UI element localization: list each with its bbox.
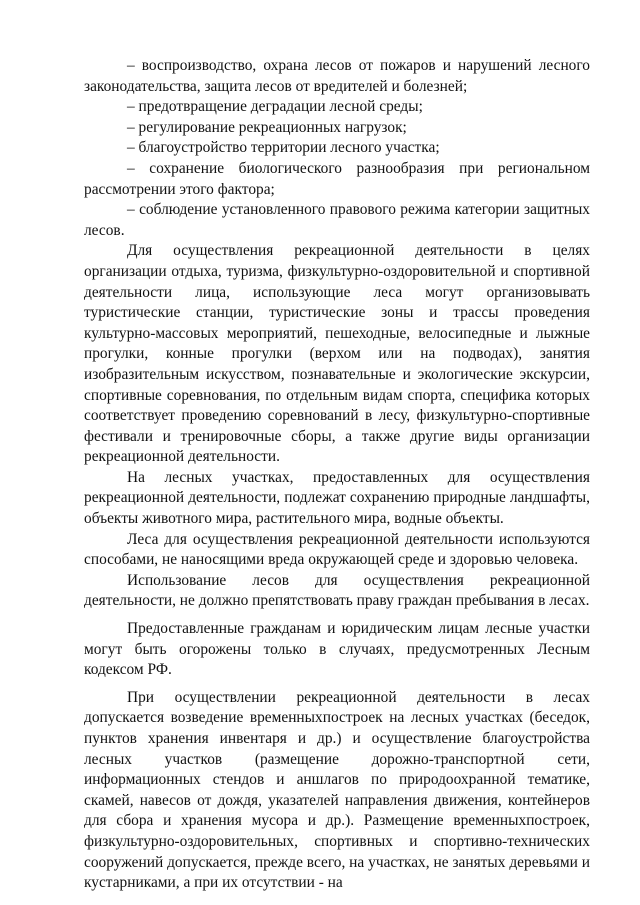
paragraph-preservation: На лесных участках, предоставленных для осуществления рекреационной деятельности, подлежат сохранению природные ландшафты, объекты животного мира, растительного мира, водные объекты. bbox=[84, 468, 590, 528]
paragraph-recreation-activities: Для осуществления рекреационной деятельности в целях организации отдыха, туризма, физкультурно-оздоровительной и спортивной деятельности лица, использующие леса могут организовывать туристические станции, туристические зоны и трассы проведения культурно-массовых мероприятий, пешеходные, велосипедные и лыжные прогулки, конные прогулки (верхом или на подводах), занятия изобразительным искусством, познавательные и экологические экскурсии, спортивные соревнования, по отдельным видам спорта, специфика которых соответствует проведению соревнований в лесу, физкультурно-спортивные фестивали и тренировочные сборы, а также другие виды организации рекреационной деятельности. bbox=[84, 242, 590, 466]
list-item-reproduction: – воспроизводство, охрана лесов от пожаров и нарушений лесного законодательства, защита лесов от вредителей и болезней; bbox=[84, 57, 590, 95]
document-page bbox=[84, 56, 590, 894]
list-item-improvement: – благоустройство территории лесного участка; bbox=[127, 139, 440, 157]
list-item-degradation: – предотвращение деградации лесной среды; bbox=[127, 98, 423, 116]
list-item-biodiversity: – сохранение биологического разнообразия при региональном рассмотрении этого фактора; bbox=[84, 159, 590, 198]
paragraph-fencing: Предоставленные гражданам и юридическим лицам лесные участки могут быть огорожены только в случаях, предусмотренных Лесным кодексом РФ. bbox=[84, 620, 590, 679]
paragraph-temporary-buildings: При осуществлении рекреационной деятельности в лесах допускается возведение временныхпостроек на лесных участках (беседок, пунктов хранения инвентаря и др.) и осуществление благоустройства лесных участков (размещение дорожно-транспортной сети, информационных стендов и аншлагов по природоохранной тематике, скамей, навесов от дождя, указателей направления движения, контейнеров для сбора и хранения мусора и др.). Размещение временныхпостроек, физкультурно-оздоровительных, спортивных и спортивно-технических сооружений допускается, прежде всего, на участках, не занятых деревьями и кустарниками, а при их отсутствии - на bbox=[84, 688, 590, 892]
paragraph-usage-methods: Леса для осуществления рекреационной деятельности используются способами, не наносящими вреда окружающей среде и здоровью человека. bbox=[84, 530, 590, 569]
paragraph-citizen-access: Использование лесов для осуществления рекреационной деятельности, не должно препятствовать праву граждан пребывания в лесах. bbox=[84, 571, 590, 610]
list-item-loads: – регулирование рекреационных нагрузок; bbox=[127, 118, 407, 136]
list-item-legal-regime: – соблюдение установленного правового режима категории защитных лесов. bbox=[84, 201, 590, 239]
